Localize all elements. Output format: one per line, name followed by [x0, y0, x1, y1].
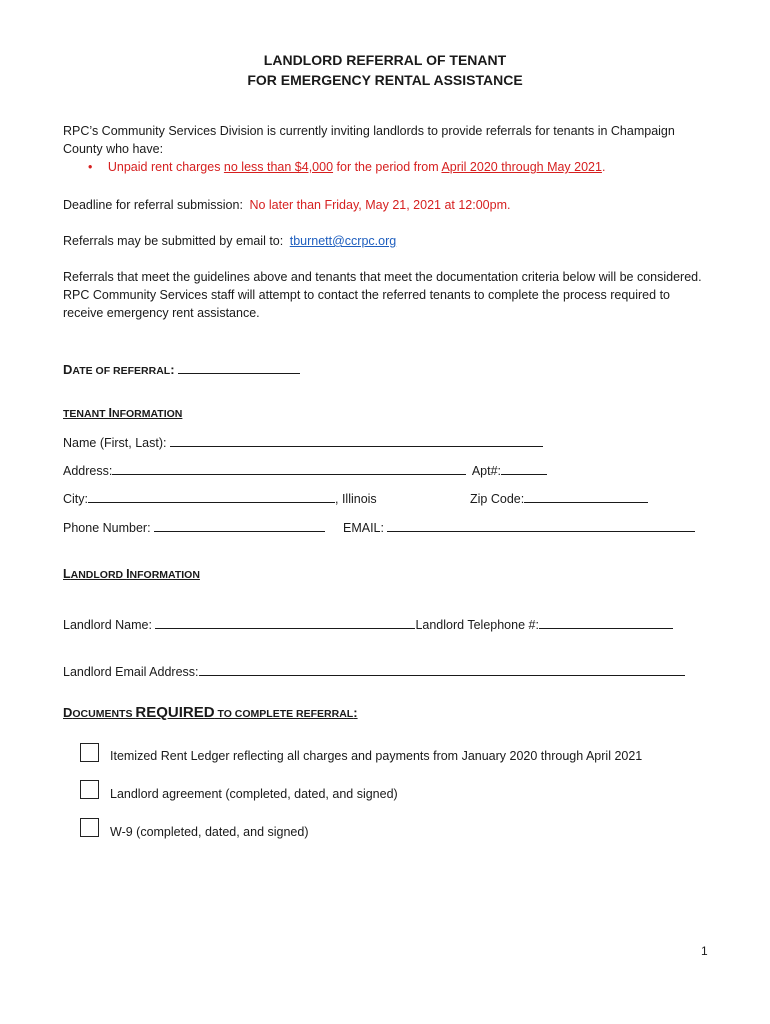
date-heading-cap: D — [63, 362, 73, 377]
bullet-amount: no less than $4,000 — [223, 160, 334, 174]
deadline-label: Deadline for referral submission: — [63, 198, 243, 212]
documents-required-heading — [63, 704, 358, 721]
tenant-zip-input[interactable] — [524, 489, 648, 503]
date-of-referral-field — [63, 360, 300, 377]
tenant-email-label: EMAIL: — [343, 521, 384, 535]
landlord-information-heading — [63, 567, 200, 581]
document-title-line2: FOR EMERGENCY RENTAL ASSISTANCE — [247, 72, 523, 88]
guidelines-paragraph: Referrals that meet the guidelines above and tenants that meet the documentation criteria below will be considered. RPC Community Services staff will attempt to contact the referred tenants to complete the process required to receive emergency rent assistance. — [63, 270, 702, 320]
tenant-heading-cap: I — [108, 406, 112, 420]
tenant-name-label: Name (First, Last): — [63, 436, 167, 450]
checkbox-w9-label: W-9 (completed, dated, and signed) — [110, 825, 309, 839]
tenant-address-field — [63, 461, 547, 478]
page-number: 1 — [701, 944, 708, 958]
landlord-email-input[interactable] — [199, 662, 685, 676]
tenant-address-label: Address: — [63, 464, 113, 478]
landlord-heading-rest1: ANDLORD — [70, 569, 127, 581]
date-heading-colon: : — [170, 362, 175, 377]
documents-heading-cap: D — [63, 705, 73, 720]
tenant-name-field — [63, 433, 543, 450]
checkbox-landlord-agreement-label: Landlord agreement (completed, dated, and signed) — [110, 787, 398, 801]
tenant-heading-rest: NFORMATION — [111, 408, 183, 420]
tenant-apt-input[interactable] — [501, 461, 547, 475]
bullet-text-mid: for the period from — [333, 160, 442, 174]
bullet-dot: • — [88, 160, 93, 174]
tenant-heading-part1: TENANT — [63, 408, 109, 420]
bullet-text-pre: Unpaid rent charges — [107, 160, 224, 174]
landlord-phone-label: Landlord Telephone #: — [415, 618, 539, 632]
landlord-phone-input[interactable] — [539, 615, 673, 629]
tenant-city-input[interactable] — [88, 489, 335, 503]
date-heading-rest: ATE OF REFERRAL — [72, 365, 171, 377]
tenant-information-heading — [63, 406, 182, 420]
document-title-line1: LANDLORD REFERRAL OF TENANT — [263, 52, 507, 68]
landlord-name-field — [63, 615, 673, 632]
tenant-zip-field — [470, 489, 648, 506]
email-submission-label: Referrals may be submitted by email to: — [63, 234, 284, 248]
intro-paragraph: RPC’s Community Services Division is currently inviting landlords to provide referrals for tenants in Champaign County who have: — [63, 124, 675, 156]
tenant-city-label: City: — [63, 492, 88, 506]
checkbox-w9[interactable] — [80, 818, 99, 837]
tenant-phone-input[interactable] — [154, 518, 325, 532]
tenant-state: , Illinois — [335, 492, 377, 506]
documents-heading-rest2: TO COMPLETE REFERRAL — [214, 708, 354, 720]
landlord-email-field — [63, 662, 685, 679]
tenant-name-input[interactable] — [170, 433, 543, 447]
checkbox-rent-ledger[interactable] — [80, 743, 99, 762]
documents-heading-colon: : — [353, 705, 358, 720]
bullet-text-end: . — [601, 160, 606, 174]
documents-heading-rest1: OCUMENTS — [72, 708, 136, 720]
deadline-line — [63, 196, 713, 214]
deadline-value: No later than Friday, May 21, 2021 at 12:00pm. — [249, 198, 511, 212]
tenant-city-field — [63, 489, 377, 506]
landlord-heading-cap2: I — [126, 567, 130, 581]
landlord-heading-rest2: NFORMATION — [129, 569, 200, 581]
bullet-period: April 2020 through May 2021 — [441, 160, 602, 174]
date-of-referral-input[interactable] — [178, 360, 300, 374]
tenant-phone-field — [63, 518, 325, 535]
tenant-email-input[interactable] — [387, 518, 695, 532]
tenant-apt-label: Apt#: — [471, 464, 502, 478]
landlord-name-label: Landlord Name: — [63, 618, 152, 632]
tenant-zip-label: Zip Code: — [470, 492, 525, 506]
checkbox-rent-ledger-label: Itemized Rent Ledger reflecting all charges and payments from January 2020 through April 2021 — [110, 749, 643, 763]
tenant-address-input[interactable] — [112, 461, 466, 475]
checkbox-landlord-agreement[interactable] — [80, 780, 99, 799]
submission-email-link[interactable]: tburnett@ccrpc.org — [289, 234, 397, 248]
tenant-phone-label: Phone Number: — [63, 521, 151, 535]
tenant-email-field — [343, 518, 695, 535]
landlord-email-label: Landlord Email Address: — [63, 665, 199, 679]
eligibility-bullet — [88, 160, 605, 174]
landlord-name-input[interactable] — [155, 615, 415, 629]
landlord-heading-cap1: L — [63, 567, 71, 581]
email-submission-line — [63, 232, 713, 250]
documents-heading-required: REQUIRED — [135, 704, 215, 721]
